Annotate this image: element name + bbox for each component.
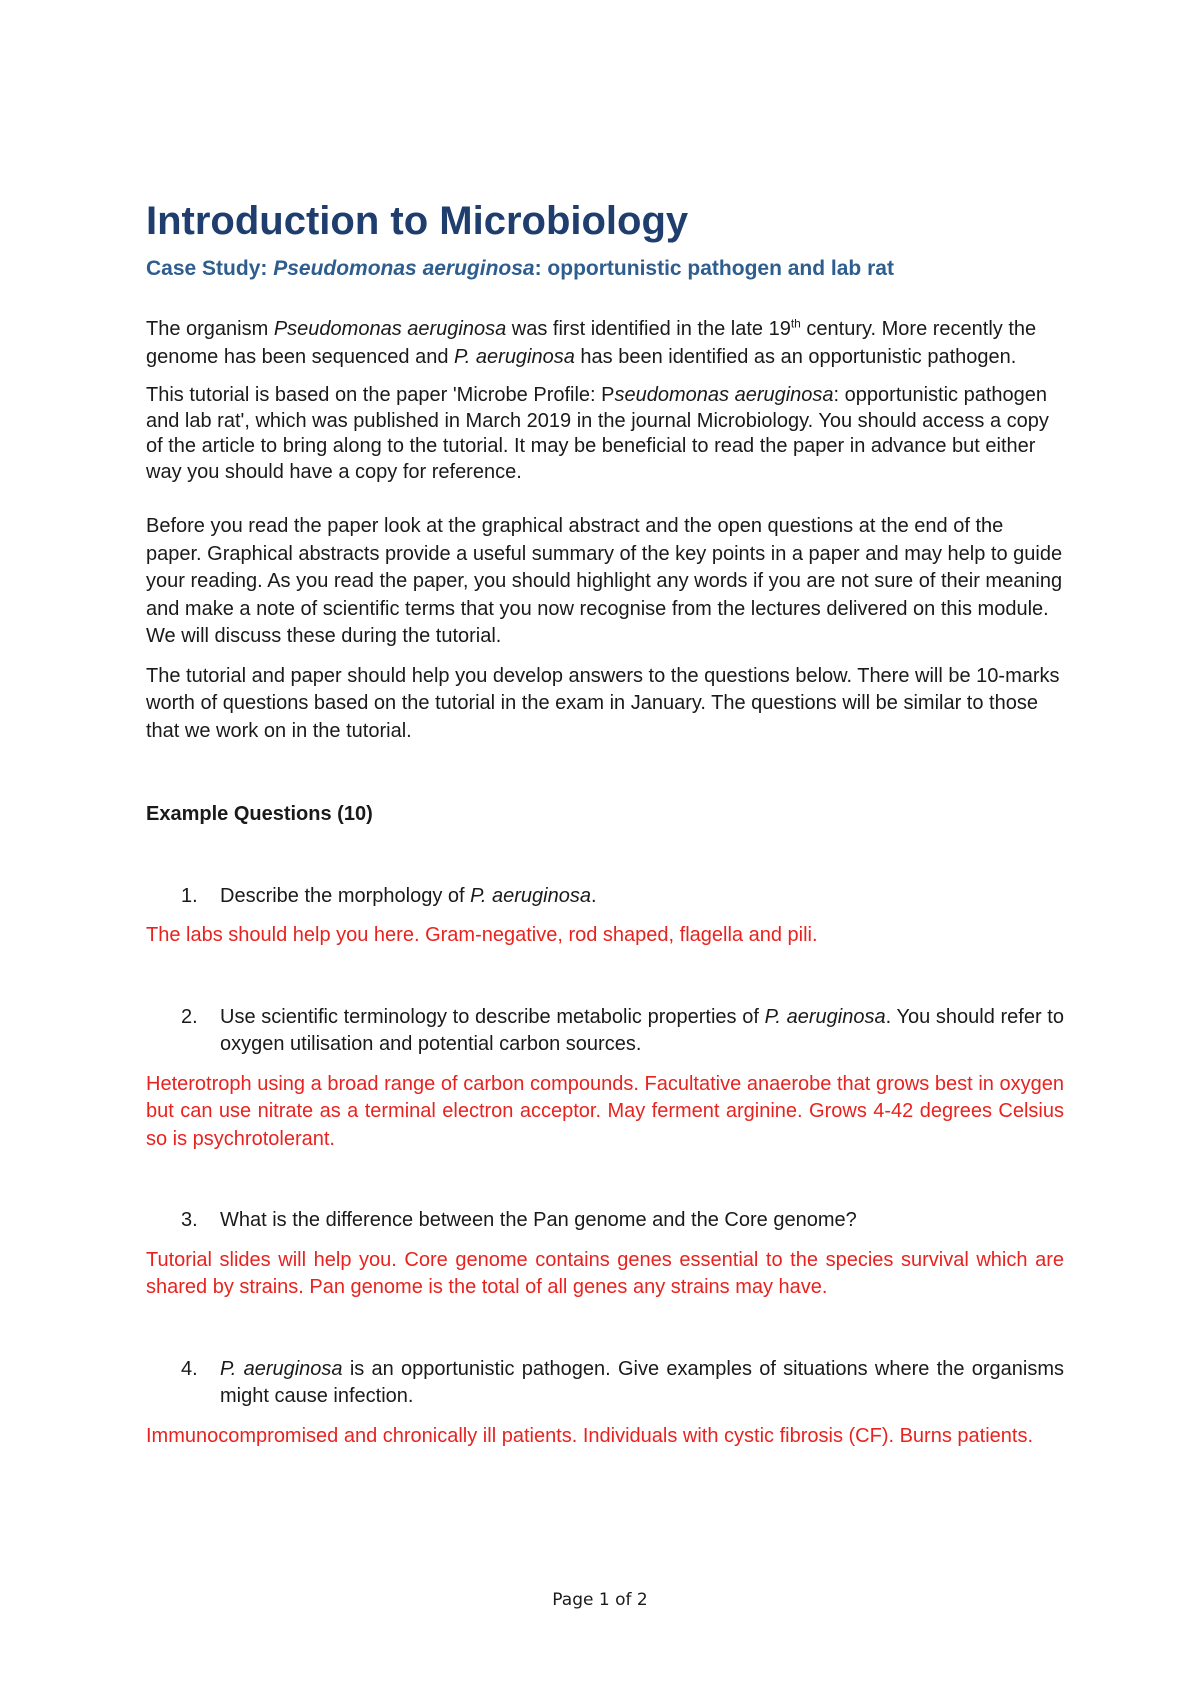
organism-abbr: P. aeruginosa	[470, 884, 591, 907]
answer-text: Immunocompromised and chronically ill patients. Individuals with cystic fibrosis (CF). Burns patients.	[146, 1424, 1034, 1447]
question-item	[146, 1004, 1064, 1059]
questions-heading: Example Questions (10)	[146, 803, 373, 825]
text: has been identified as an opportunistic pathogen.	[574, 345, 1017, 368]
text: century. More recently the genome has been sequenced and	[146, 318, 1037, 368]
text: was first identified in the late 19	[506, 318, 791, 340]
page-footer: Page 1 of 2	[552, 1590, 648, 1610]
tutorial-paragraph	[146, 383, 1064, 485]
organism-abbr: P. aeruginosa	[454, 345, 575, 368]
text: . You should refer to oxygen utilisation and potential carbon sources.	[220, 1005, 1064, 1055]
text: This tutorial is based on the paper 'Microbe Profile: P	[146, 384, 615, 406]
question-item	[146, 883, 1064, 911]
reading-paragraph: Before you read the paper look at the graphical abstract and the open questions at the end of the paper. Graphical abstracts provide a useful summary of the key points in a paper and may help to guide your reading. As you read the paper, you should highlight any words if you are not sure of their meaning and make a note of scientific terms that you now recognise from the lectures delivered on this module. We will discuss these during the tutorial.	[146, 515, 1063, 647]
subtitle-prefix: Case Study:	[146, 257, 274, 280]
question-item	[146, 1356, 1064, 1411]
question-item	[146, 1207, 1064, 1235]
page-content	[146, 198, 1064, 1450]
subtitle-organism: Pseudomonas aeruginosa	[273, 257, 535, 280]
answer-text: Tutorial slides will help you. Core genome contains genes essential to the species survival which are shared by strains. Pan genome is the total of all genes any strains may have.	[146, 1248, 1064, 1298]
question-number: 3.	[181, 1209, 198, 1231]
text: : opportunistic pathogen and lab rat', which was published in March 2019 in the journal Microbiology. You should access a copy of the article to bring along to the tutorial. It may be beneficial to read the paper in advance but either way you should have a copy for reference.	[146, 384, 1049, 483]
text: .	[590, 884, 597, 907]
text: is an opportunistic pathogen. Give examples of situations where the organisms might cause infection.	[220, 1357, 1065, 1407]
subtitle-rest: : opportunistic pathogen and lab rat	[534, 257, 894, 280]
exam-paragraph: The tutorial and paper should help you develop answers to the questions below. There will be 10-marks worth of questions based on the tutorial in the exam in January. The questions will be similar to those that we work on in the tutorial.	[146, 664, 1060, 742]
text: The organism	[146, 318, 274, 340]
answer-text: The labs should help you here. Gram-negative, rod shaped, flagella and pili.	[146, 924, 818, 946]
question-number: 1.	[181, 884, 198, 907]
organism-abbr: P. aeruginosa	[220, 1357, 343, 1380]
superscript: th	[790, 316, 801, 331]
question-number: 2.	[181, 1005, 198, 1028]
text: What is the difference between the Pan genome and the Core genome?	[220, 1209, 857, 1231]
organism-abbr: P. aeruginosa	[764, 1005, 886, 1028]
text: Describe the morphology of	[220, 884, 471, 907]
page-title: Introduction to Microbiology	[146, 199, 689, 243]
text: Use scientific terminology to describe metabolic properties of	[220, 1005, 765, 1028]
intro-paragraph	[146, 316, 1064, 371]
question-number: 4.	[181, 1357, 198, 1380]
organism-name: Pseudomonas aeruginosa	[273, 318, 507, 340]
page-subtitle	[146, 256, 1064, 282]
answer-text: Heterotroph using a broad range of carbon compounds. Facultative anaerobe that grows best in oxygen but can use nitrate as a terminal electron acceptor. May ferment arginine. Grows 4-42 degrees Celsius so is psychrotolerant.	[146, 1072, 1064, 1150]
organism-name: seudomonas aeruginosa	[614, 384, 834, 406]
